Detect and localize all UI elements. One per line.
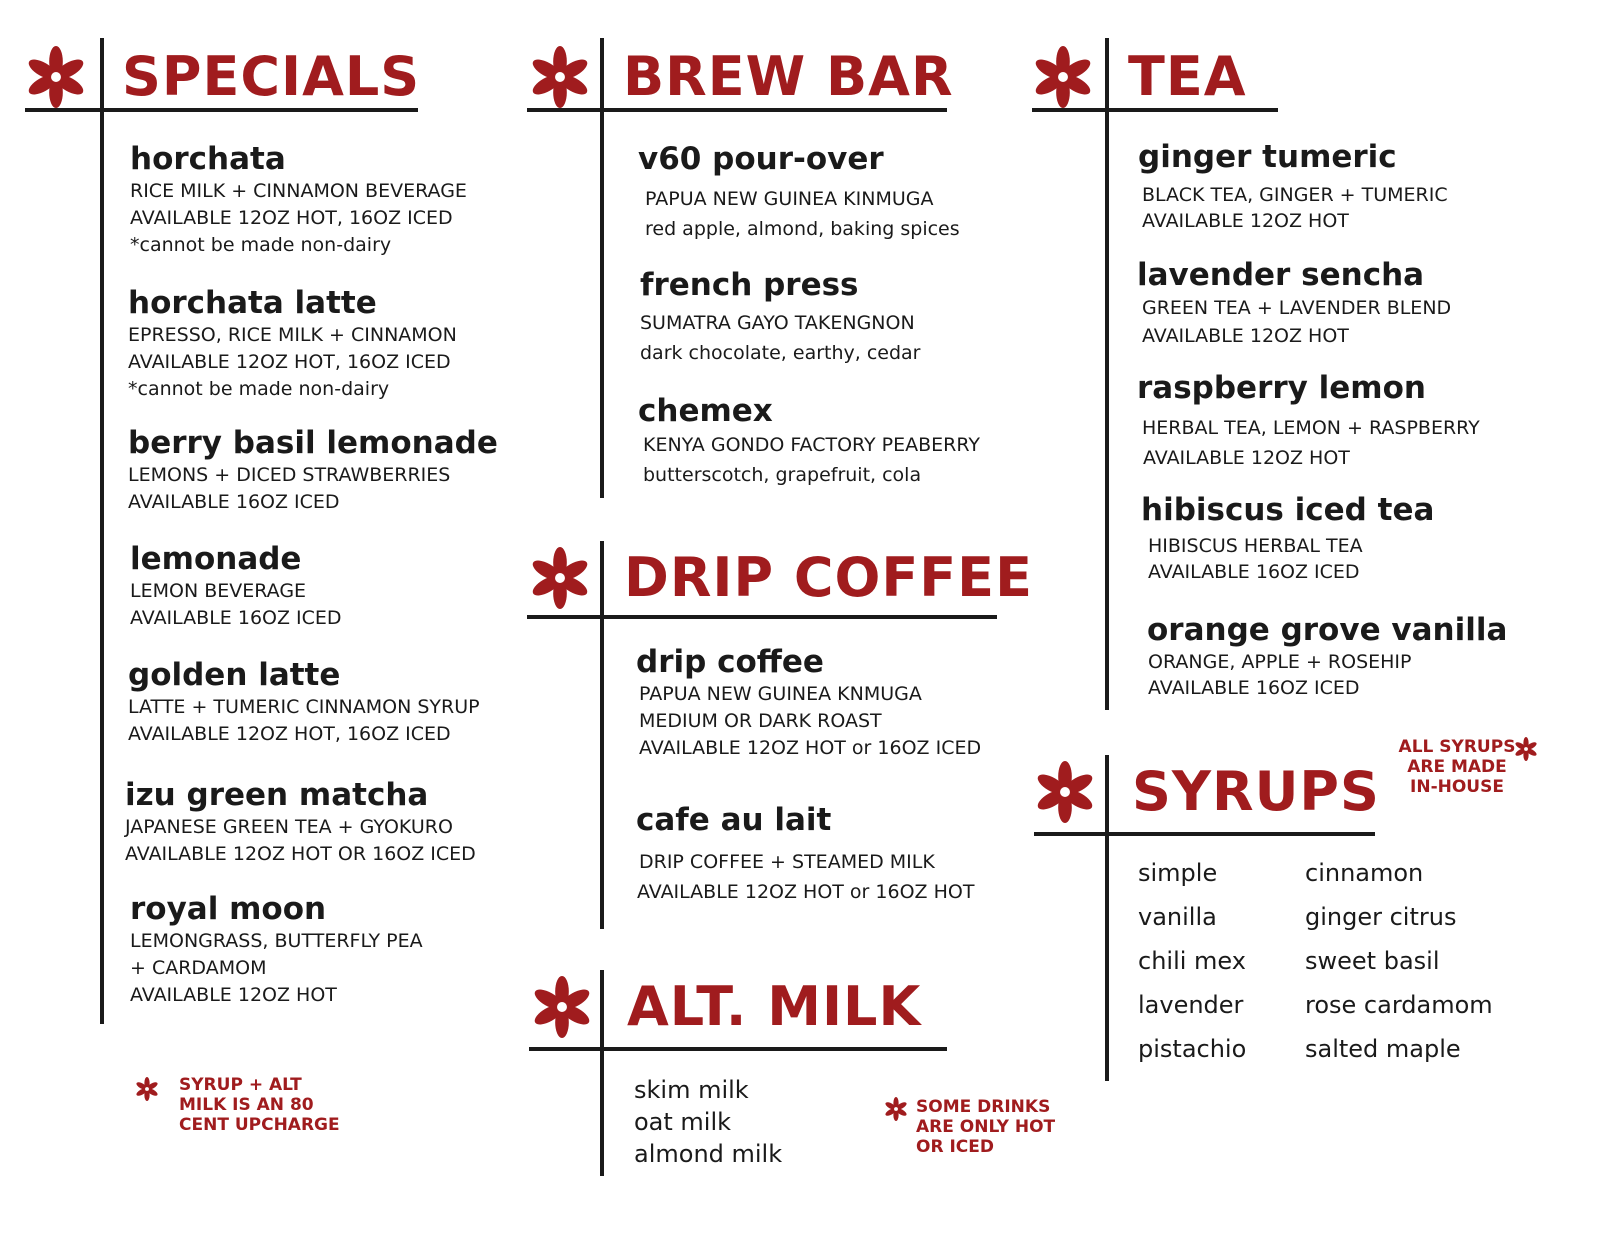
list-item: oat milk xyxy=(634,1108,732,1136)
item-availability: AVAILABLE 12OZ HOT or 16OZ HOT xyxy=(637,881,975,903)
tea-section xyxy=(1032,38,1592,718)
item-description: + CARDAMOM xyxy=(130,957,267,979)
asterisk-icon xyxy=(529,547,591,609)
item-availability: AVAILABLE 16OZ ICED xyxy=(130,607,342,629)
asterisk-icon xyxy=(1034,761,1096,823)
syrups-divider xyxy=(1105,755,1109,1081)
item-description: JAPANESE GREEN TEA + GYOKURO xyxy=(125,816,453,838)
brew-bar-header-rule xyxy=(527,108,947,112)
list-item: lavender xyxy=(1138,991,1244,1019)
alt-milk-title: ALT. MILK xyxy=(627,975,922,1038)
syrups-title: SYRUPS xyxy=(1132,760,1380,823)
item-availability: AVAILABLE 12OZ HOT xyxy=(130,984,337,1006)
item-origin: PAPUA NEW GUINEA KNMUGA xyxy=(639,683,922,705)
item-name: hibiscus iced tea xyxy=(1141,492,1435,528)
item-availability: AVAILABLE 12OZ HOT xyxy=(1142,210,1349,232)
drip-coffee-divider xyxy=(600,541,604,929)
item-description: RICE MILK + CINNAMON BEVERAGE xyxy=(130,180,467,202)
item-name: lavender sencha xyxy=(1137,257,1425,293)
item-availability: AVAILABLE 12OZ HOT xyxy=(1142,325,1349,347)
item-availability: AVAILABLE 12OZ HOT xyxy=(1143,447,1350,469)
item-description: LATTE + TUMERIC CINNAMON SYRUP xyxy=(128,696,480,718)
menu-item xyxy=(1141,491,1434,585)
menu-item xyxy=(640,266,921,368)
item-availability: AVAILABLE 12OZ HOT, 16OZ ICED xyxy=(128,351,451,373)
tea-title: TEA xyxy=(1128,45,1247,108)
item-availability: AVAILABLE 16OZ ICED xyxy=(128,491,340,513)
item-name: royal moon xyxy=(130,891,327,927)
item-name: french press xyxy=(640,267,859,303)
item-description: LEMONGRASS, BUTTERFLY PEA xyxy=(130,930,423,952)
item-description: HERBAL TEA, LEMON + RASPBERRY xyxy=(1142,417,1480,439)
asterisk-icon xyxy=(531,976,593,1038)
item-name: lemonade xyxy=(130,541,302,577)
drip-coffee-header-rule xyxy=(527,615,997,619)
list-item: cinnamon xyxy=(1305,859,1424,887)
item-name: chemex xyxy=(638,393,773,429)
item-name: ginger tumeric xyxy=(1138,139,1397,175)
note-line: CENT UPCHARGE xyxy=(179,1115,340,1135)
menu-item xyxy=(1138,138,1448,234)
alt-milk-header-rule xyxy=(529,1047,947,1051)
note-line: OR ICED xyxy=(916,1137,994,1157)
list-item: almond milk xyxy=(634,1140,783,1168)
item-name: izu green matcha xyxy=(125,777,429,813)
menu-item xyxy=(128,656,480,748)
item-name: raspberry lemon xyxy=(1137,370,1426,406)
specials-divider xyxy=(100,38,104,1024)
asterisk-icon xyxy=(1514,737,1538,761)
list-item: sweet basil xyxy=(1305,947,1440,975)
specials-section xyxy=(25,38,525,1038)
list-item: salted maple xyxy=(1305,1035,1461,1063)
asterisk-icon xyxy=(135,1077,159,1101)
brew-bar-divider xyxy=(600,38,604,498)
list-item: rose cardamom xyxy=(1305,991,1493,1019)
drip-coffee-title: DRIP COFFEE xyxy=(624,546,1033,609)
item-origin: SUMATRA GAYO TAKENGNON xyxy=(640,312,915,334)
menu-item xyxy=(1137,256,1451,350)
asterisk-icon xyxy=(529,46,591,108)
syrups-section xyxy=(1034,755,1554,1085)
item-availability: AVAILABLE 12OZ HOT OR 16OZ ICED xyxy=(125,843,476,865)
item-availability: AVAILABLE 16OZ ICED xyxy=(1148,561,1360,583)
item-origin: KENYA GONDO FACTORY PEABERRY xyxy=(643,434,980,456)
item-name: v60 pour-over xyxy=(638,141,884,177)
item-availability: AVAILABLE 12OZ HOT, 16OZ ICED xyxy=(130,207,453,229)
alt-milk-list xyxy=(634,1074,782,1170)
menu-item xyxy=(638,140,960,244)
item-description: HIBISCUS HERBAL TEA xyxy=(1148,535,1363,557)
list-item: pistachio xyxy=(1138,1035,1247,1063)
menu-item xyxy=(636,801,974,907)
item-name: drip coffee xyxy=(636,644,824,680)
menu-item xyxy=(128,424,498,516)
list-item: simple xyxy=(1138,859,1218,887)
item-name: cafe au lait xyxy=(636,802,832,838)
item-description: DRIP COFFEE + STEAMED MILK xyxy=(639,851,935,873)
item-origin: PAPUA NEW GUINEA KINMUGA xyxy=(645,188,934,210)
item-description: GREEN TEA + LAVENDER BLEND xyxy=(1142,297,1452,319)
item-description: LEMON BEVERAGE xyxy=(130,580,307,602)
menu-item xyxy=(1147,611,1507,701)
item-note: *cannot be made non-dairy xyxy=(130,234,392,256)
syrups-list-right xyxy=(1305,851,1493,1071)
menu-item xyxy=(128,284,457,403)
item-description: ORANGE, APPLE + ROSEHIP xyxy=(1148,651,1412,673)
item-roast: MEDIUM OR DARK ROAST xyxy=(639,710,882,732)
item-description: BLACK TEA, GINGER + TUMERIC xyxy=(1142,184,1448,206)
item-availability: AVAILABLE 12OZ HOT, 16OZ ICED xyxy=(128,723,451,745)
item-description: LEMONS + DICED STRAWBERRIES xyxy=(128,464,451,486)
note-line: SOME DRINKS xyxy=(916,1097,1051,1117)
item-description: EPRESSO, RICE MILK + CINNAMON xyxy=(128,324,457,346)
specials-header-rule xyxy=(25,108,418,112)
item-tasting-notes: red apple, almond, baking spices xyxy=(645,218,960,240)
menu-item xyxy=(125,776,476,868)
alt-milk-section xyxy=(529,970,959,1180)
note-line: ARE ONLY HOT xyxy=(916,1117,1056,1137)
item-name: horchata latte xyxy=(128,285,377,321)
alt-milk-divider xyxy=(600,970,604,1176)
item-availability: AVAILABLE 12OZ HOT or 16OZ ICED xyxy=(639,737,982,759)
specials-title: SPECIALS xyxy=(122,45,421,108)
menu-item xyxy=(636,643,981,762)
note-line: SYRUP + ALT xyxy=(179,1075,302,1095)
menu-item xyxy=(130,890,423,1009)
list-item: vanilla xyxy=(1138,903,1217,931)
note-line: ARE MADE xyxy=(1407,757,1507,777)
menu-item xyxy=(1137,369,1480,473)
brew-bar-section xyxy=(527,38,1067,508)
asterisk-icon xyxy=(1032,46,1094,108)
menu-item xyxy=(130,140,467,259)
syrups-header-rule xyxy=(1034,832,1375,836)
item-name: golden latte xyxy=(128,657,341,693)
asterisk-icon xyxy=(884,1097,908,1121)
asterisk-icon xyxy=(25,46,87,108)
item-name: orange grove vanilla xyxy=(1147,612,1508,648)
list-item: skim milk xyxy=(634,1076,749,1104)
brew-bar-title: BREW BAR xyxy=(623,45,954,108)
note-line: ALL SYRUPS xyxy=(1398,737,1516,757)
drip-coffee-section xyxy=(527,541,1047,931)
list-item: ginger citrus xyxy=(1305,903,1457,931)
item-tasting-notes: dark chocolate, earthy, cedar xyxy=(640,342,921,364)
tea-divider xyxy=(1105,38,1109,710)
item-name: berry basil lemonade xyxy=(128,425,498,461)
note-line: MILK IS AN 80 xyxy=(179,1095,314,1115)
item-availability: AVAILABLE 16OZ ICED xyxy=(1148,677,1360,699)
item-tasting-notes: butterscotch, grapefruit, cola xyxy=(643,464,922,486)
syrups-list-left xyxy=(1138,851,1246,1071)
item-note: *cannot be made non-dairy xyxy=(128,378,390,400)
tea-header-rule xyxy=(1032,108,1278,112)
note-line: IN-HOUSE xyxy=(1410,777,1504,797)
item-name: horchata xyxy=(130,141,286,177)
list-item: chili mex xyxy=(1138,947,1246,975)
menu-item xyxy=(638,392,980,490)
menu-item xyxy=(130,540,342,632)
